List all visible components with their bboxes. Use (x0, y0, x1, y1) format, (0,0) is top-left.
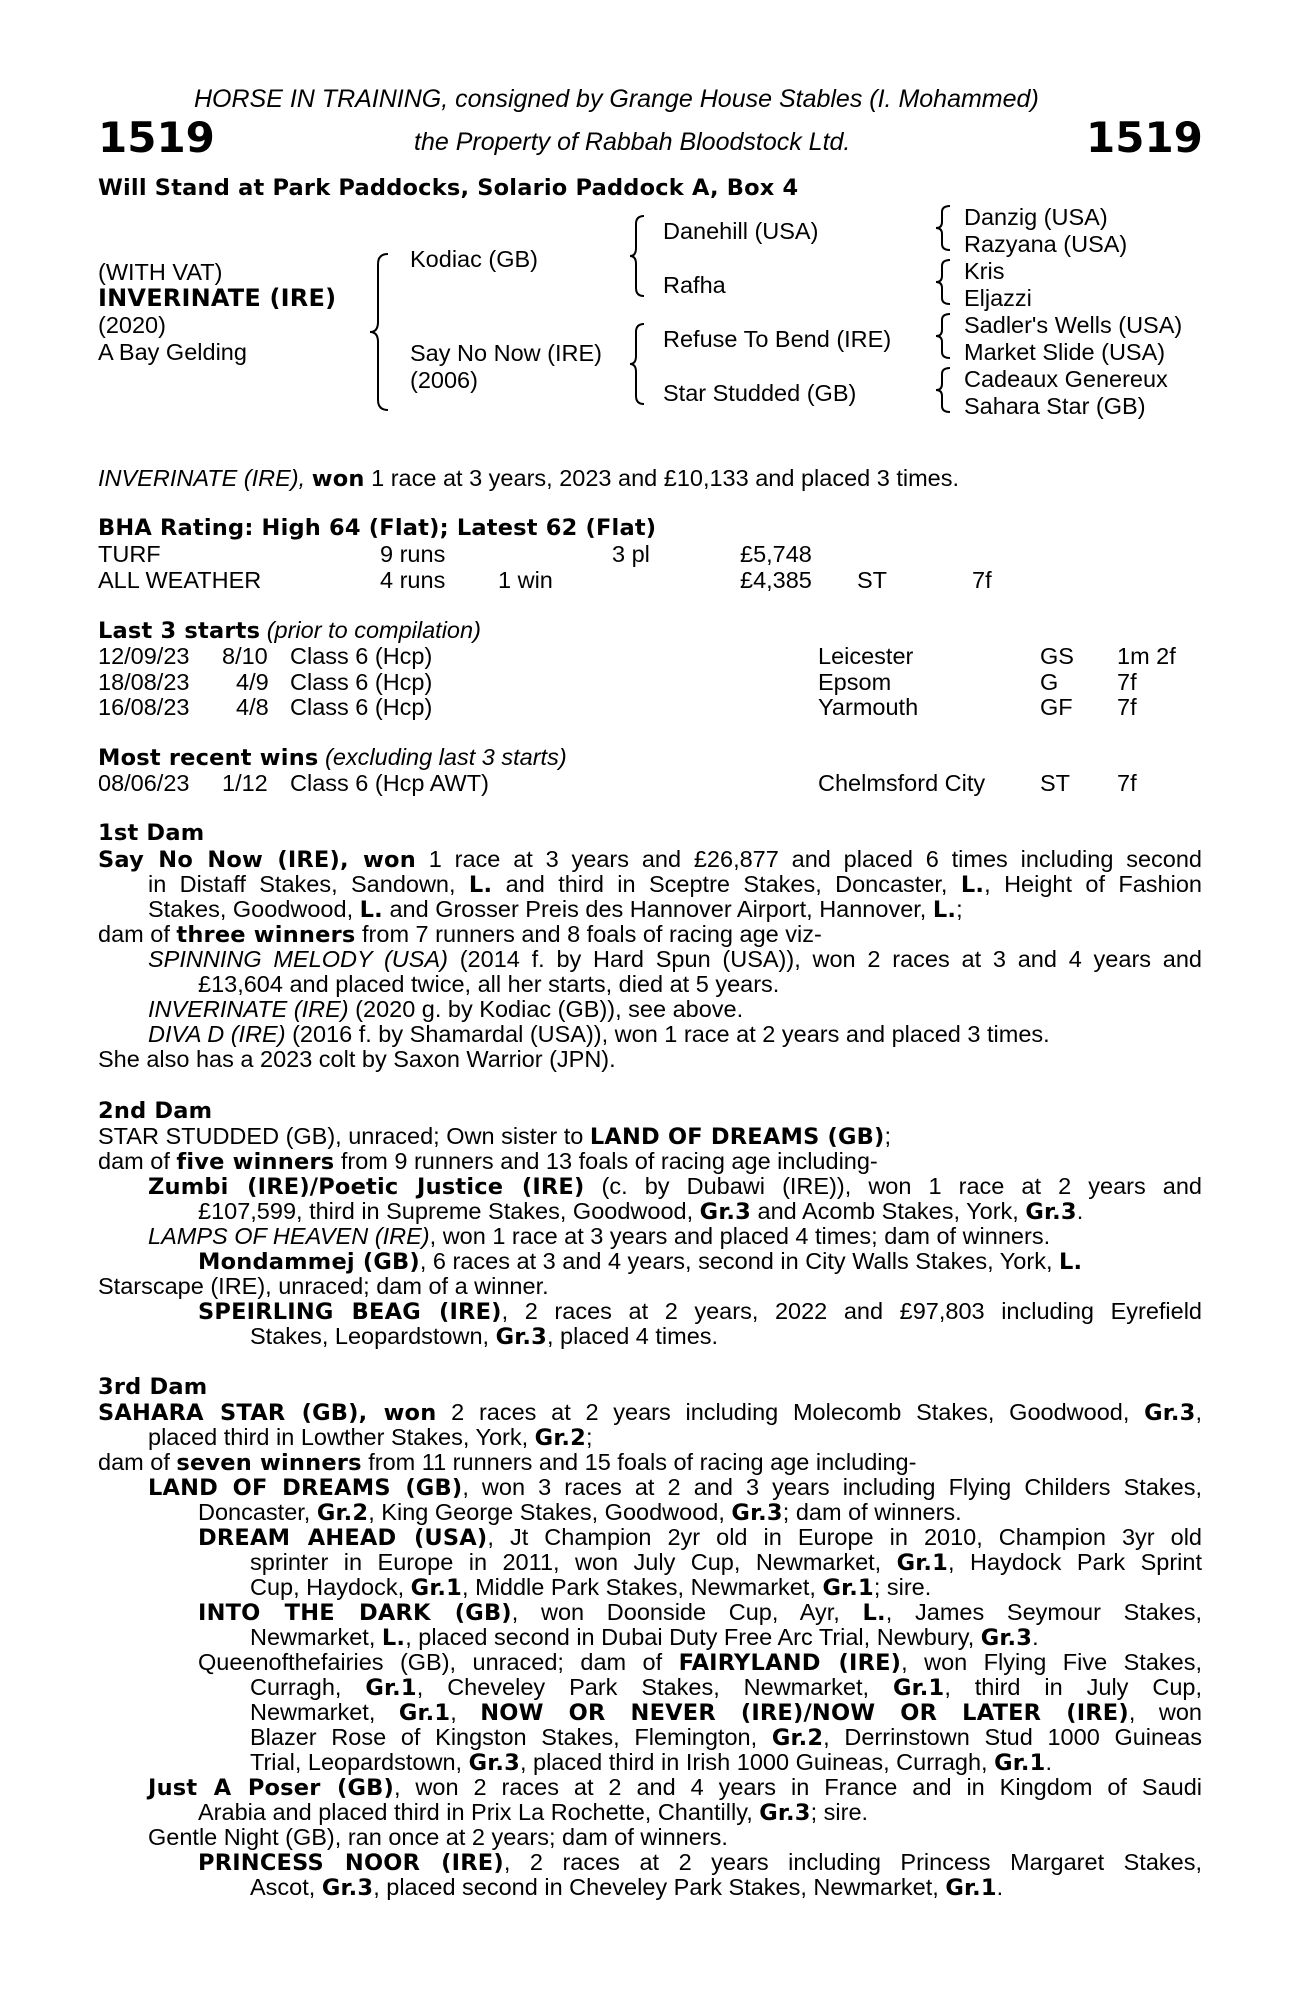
third-dam-line: PRINCESS NOOR (IRE), 2 races at 2 years including Princess Margaret Stakes, (198, 1849, 1202, 1876)
pedigree-g3-6: Market Slide (USA) (964, 339, 1166, 365)
third-dam-line: LAND OF DREAMS (GB), won 3 races at 2 and 3 years including Flying Childers Stakes, (148, 1474, 1202, 1501)
summary-text: 1 race at 3 years, 2023 and £10,133 and placed 3 times. (371, 465, 960, 491)
pedigree-sire-dam: Rafha (663, 272, 726, 298)
start-course: Leicester (818, 643, 914, 669)
third-dam-line: INTO THE DARK (GB), won Doonside Cup, Ayr, L., James Seymour Stakes, (198, 1599, 1202, 1626)
third-dam-line: sprinter in Europe in 2011, won July Cup, Newmarket, Gr.1, Haydock Park Sprint (250, 1549, 1202, 1576)
start-position: 8/10 (222, 643, 268, 669)
bha-rating-heading: BHA Rating: High 64 (Flat); Latest 62 (Flat) (98, 515, 657, 541)
first-dam-line: INVERINATE (IRE) (2020 g. by Kodiac (GB)), see above. (148, 996, 744, 1022)
rating-aw-dist: 7f (972, 567, 992, 593)
third-dam-line: Ascot, Gr.3, placed second in Cheveley Park Stakes, Newmarket, Gr.1. (250, 1874, 1004, 1901)
start-class: Class 6 (Hcp) (290, 669, 433, 695)
summary-won: won (311, 466, 365, 492)
second-dam-line: STAR STUDDED (GB), unraced; Own sister to LAND OF DREAMS (GB); (98, 1123, 892, 1150)
pedigree-sire-sire: Danehill (USA) (663, 218, 819, 244)
pedigree-g3-2: Razyana (USA) (964, 231, 1128, 257)
start-going: G (1040, 669, 1059, 695)
first-dam-line: in Distaff Stakes, Sandown, L. and third in Sceptre Stakes, Doncaster, L., Height of Fashion (148, 871, 1202, 898)
pedigree-g3-3: Kris (964, 258, 1005, 284)
second-dam-line: LAMPS OF HEAVEN (IRE), won 1 race at 3 years and placed 4 times; dam of winners. (148, 1223, 1051, 1249)
start-distance: 7f (1117, 669, 1137, 695)
start-distance: 1m 2f (1117, 643, 1176, 669)
start-going: GF (1040, 694, 1073, 720)
start-class: Class 6 (Hcp) (290, 694, 433, 720)
win-going: ST (1040, 770, 1071, 796)
win-course: Chelmsford City (818, 770, 986, 796)
rating-turf-prize: £5,748 (740, 541, 812, 567)
pedigree-g3-5: Sadler's Wells (USA) (964, 312, 1183, 338)
first-dam-heading: 1st Dam (98, 820, 205, 846)
second-dam-line: Starscape (IRE), unraced; dam of a winner. (98, 1273, 549, 1299)
horse-name: INVERINATE (IRE) (98, 284, 337, 312)
pedigree-brace-dd (934, 366, 954, 414)
start-course: Epsom (818, 669, 892, 695)
start-date: 18/08/23 (98, 669, 190, 695)
third-dam-line: Curragh, Gr.1, Cheveley Park Stakes, Newmarket, Gr.1, third in July Cup, (250, 1674, 1202, 1701)
race-summary (98, 465, 959, 492)
third-dam-line: dam of seven winners from 11 runners and 15 foals of racing age including- (98, 1449, 917, 1476)
first-dam-line: SPINNING MELODY (USA) (2014 f. by Hard Spun (USA)), won 2 races at 3 and 4 years and (148, 946, 1203, 972)
pedigree-dam-sire: Refuse To Bend (IRE) (663, 326, 892, 352)
third-dam-line: DREAM AHEAD (USA), Jt Champion 2yr old in Europe in 2010, Champion 3yr old (198, 1524, 1202, 1551)
start-going: GS (1040, 643, 1074, 669)
start-position: 4/8 (236, 694, 269, 720)
start-date: 16/08/23 (98, 694, 190, 720)
third-dam-line: Arabia and placed third in Prix La Rochette, Chantilly, Gr.3; sire. (198, 1799, 869, 1826)
pedigree-g3-1: Danzig (USA) (964, 204, 1108, 230)
third-dam-line: placed third in Lowther Stakes, York, Gr.2; (148, 1424, 593, 1451)
rating-turf-placed: 3 pl (612, 541, 650, 567)
win-date: 08/06/23 (98, 770, 190, 796)
rating-turf-runs: 9 runs (380, 541, 446, 567)
second-dam-line: SPEIRLING BEAG (IRE), 2 races at 2 years, 2022 and £97,803 including Eyrefield (198, 1298, 1202, 1325)
win-position: 1/12 (222, 770, 268, 796)
pedigree-brace-ss (934, 204, 954, 252)
rating-aw-wins: 1 win (498, 567, 553, 593)
win-distance: 7f (1117, 770, 1137, 796)
recent-title: Most recent wins (98, 745, 319, 771)
pedigree-g3-4: Eljazzi (964, 285, 1032, 311)
start-date: 12/09/23 (98, 643, 190, 669)
rating-aw-surface: ALL WEATHER (98, 567, 262, 593)
third-dam-line: Queenofthefairies (GB), unraced; dam of FAIRYLAND (IRE), won Flying Five Stakes, (198, 1649, 1202, 1676)
last3-note: (prior to compilation) (266, 617, 481, 643)
pedigree-dam: Say No Now (IRE) (410, 340, 602, 366)
third-dam-heading: 3rd Dam (98, 1374, 208, 1400)
first-dam-line: Stakes, Goodwood, L. and Grosser Preis des Hannover Airport, Hannover, L.; (148, 896, 963, 923)
pedigree-brace-sire (628, 214, 648, 298)
pedigree-brace-main (368, 252, 392, 412)
second-dam-line: dam of five winners from 9 runners and 13 foals of racing age including- (98, 1148, 878, 1175)
third-dam-line: Gentle Night (GB), ran once at 2 years; dam of winners. (148, 1824, 728, 1850)
pedigree-g3-7: Cadeaux Genereux (964, 366, 1168, 392)
start-class: Class 6 (Hcp) (290, 643, 433, 669)
last3-heading (98, 617, 481, 644)
pedigree-brace-dam (628, 322, 648, 406)
summary-horse-name: INVERINATE (IRE), (98, 465, 306, 491)
third-dam-line: SAHARA STAR (GB), won 2 races at 2 years including Molecomb Stakes, Goodwood, Gr.3, (98, 1399, 1202, 1426)
lot-number-right: 1519 (1086, 113, 1203, 162)
second-dam-line: Stakes, Leopardstown, Gr.3, placed 4 times. (250, 1323, 719, 1350)
last3-title: Last 3 starts (98, 618, 261, 644)
third-dam-line: Newmarket, Gr.1, NOW OR NEVER (IRE)/NOW OR LATER (IRE), won (250, 1699, 1203, 1726)
start-course: Yarmouth (818, 694, 919, 720)
second-dam-line: Zumbi (IRE)/Poetic Justice (IRE) (c. by Dubawi (IRE)), won 1 race at 2 years and (148, 1173, 1202, 1200)
third-dam-line: Trial, Leopardstown, Gr.3, placed third in Irish 1000 Guineas, Curragh, Gr.1. (250, 1749, 1053, 1776)
third-dam-line: Just A Poser (GB), won 2 races at 2 and 4 years in France and in Kingdom of Saudi (148, 1774, 1203, 1801)
second-dam-line: £107,599, third in Supreme Stakes, Goodwood, Gr.3 and Acomb Stakes, York, Gr.3. (198, 1198, 1084, 1225)
third-dam-line: Cup, Haydock, Gr.1, Middle Park Stakes, Newmarket, Gr.1; sire. (250, 1574, 932, 1601)
pedigree-brace-sd (934, 258, 954, 306)
rating-aw-runs: 4 runs (380, 567, 446, 593)
horse-year: (2020) (98, 312, 166, 338)
consignor-line: HORSE IN TRAINING, consigned by Grange House Stables (I. Mohammed) (194, 85, 1039, 113)
property-line: the Property of Rabbah Bloodstock Ltd. (414, 128, 851, 156)
rating-aw-prize: £4,385 (740, 567, 812, 593)
pedigree-dam-dam: Star Studded (GB) (663, 380, 857, 406)
lot-number-left: 1519 (98, 113, 215, 162)
recent-heading (98, 744, 567, 771)
start-position: 4/9 (236, 669, 269, 695)
first-dam-line: DIVA D (IRE) (2016 f. by Shamardal (USA)), won 1 race at 2 years and placed 3 times. (148, 1021, 1050, 1047)
start-distance: 7f (1117, 694, 1137, 720)
second-dam-line: Mondammej (GB), 6 races at 3 and 4 years, second in City Walls Stakes, York, L. (198, 1248, 1083, 1275)
win-class: Class 6 (Hcp AWT) (290, 770, 489, 796)
third-dam-line: Newmarket, L., placed second in Dubai Duty Free Arc Trial, Newbury, Gr.3. (250, 1624, 1039, 1651)
vat-note: (WITH VAT) (98, 259, 223, 285)
rating-turf-surface: TURF (98, 541, 161, 567)
pedigree-sire: Kodiac (GB) (410, 246, 538, 272)
first-dam-line: dam of three winners from 7 runners and 8 foals of racing age viz- (98, 921, 822, 948)
pedigree-g3-8: Sahara Star (GB) (964, 393, 1146, 419)
horse-description: A Bay Gelding (98, 339, 247, 365)
rating-aw-going: ST (857, 567, 888, 593)
pedigree-dam-year: (2006) (410, 367, 478, 393)
third-dam-line: Doncaster, Gr.2, King George Stakes, Goodwood, Gr.3; dam of winners. (198, 1499, 962, 1526)
second-dam-heading: 2nd Dam (98, 1098, 213, 1124)
third-dam-line: Blazer Rose of Kingston Stakes, Flemington, Gr.2, Derrinstown Stud 1000 Guineas (250, 1724, 1202, 1751)
first-dam-line: Say No Now (IRE), won 1 race at 3 years and £26,877 and placed 6 times including second (98, 846, 1203, 873)
pedigree-brace-ds (934, 312, 954, 360)
first-dam-line: £13,604 and placed twice, all her starts, died at 5 years. (198, 971, 780, 997)
recent-note: (excluding last 3 starts) (325, 744, 567, 770)
stand-location: Will Stand at Park Paddocks, Solario Paddock A, Box 4 (98, 175, 799, 201)
first-dam-line: She also has a 2023 colt by Saxon Warrior (JPN). (98, 1046, 616, 1072)
